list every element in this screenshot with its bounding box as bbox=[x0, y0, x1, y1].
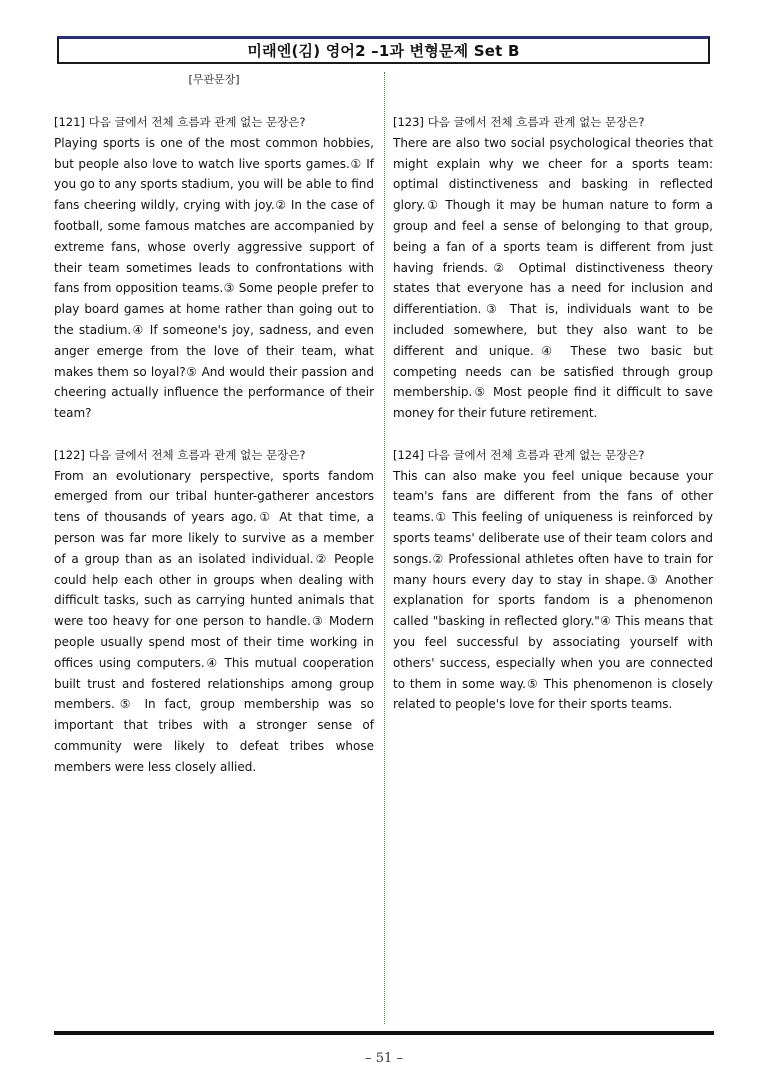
question-block bbox=[393, 112, 713, 424]
page-title: 미래엔(김) 영어2 –1과 변형문제 Set B bbox=[247, 42, 520, 60]
right-column bbox=[393, 112, 713, 736]
question-passage: Playing sports is one of the most common hobbies, but people also love to watch live sports games.① If you go to any sports stadium, you will be able to find fans cheering wildly, crying with joy.② In the case of football, some famous matches are accompanied by extreme fans, whose overly aggressive support of their team sometimes leads to confrontations with fans from opposition teams.③ Some people prefer to play board games at home rather than going out to the stadium.④ If someone's joy, sadness, and even anger emerge from the love of their team, what makes them so loyal?⑤ And would their passion and cheering actually influence the performance of their team? bbox=[54, 135, 374, 421]
question-passage: From an evolutionary perspective, sports fandom emerged from our tribal hunter-gatherer ancestors tens of thousands of years ago.① At that time, a person was far more likely to survive as a member of a group than as an isolated individual.② People could help each other in groups when dealing with difficult tasks, such as carrying hunted animals that were too heavy for one person to handle.③ Modern people usually spend most of their time working in offices using computers.④ This mutual cooperation built trust and fostered relationships among group members.⑤ In fact, group membership was so important that tribes with a stronger sense of community were likely to defeat tribes whose members were less closely allied. bbox=[54, 468, 374, 774]
header-title-box bbox=[57, 36, 710, 64]
question-block bbox=[54, 445, 374, 778]
column-divider bbox=[384, 72, 385, 1024]
left-column bbox=[54, 112, 374, 798]
page-number: – 51 – bbox=[365, 1051, 403, 1066]
question-passage: There are also two social psychological theories that might explain why we cheer for a sports team: optimal distinctiveness and basking in reflected glory.① Though it may be human nature to form a group and feel a sense of belonging to that group, being a fan of a sports team is different from just having friends.② Optimal distinctiveness theory states that everyone has a need for inclusion and differentiation.③ That is, individuals want to be included somewhere, but they also want to be different and unique.④ These two basic but competing needs can be satisfied through group membership.⑤ Most people find it difficult to save money for their future retirement. bbox=[393, 135, 713, 421]
section-label: [무관문장] bbox=[188, 73, 240, 86]
question-block bbox=[54, 112, 374, 424]
question-prompt: [123] 다음 글에서 전체 흐름과 관계 없는 문장은? bbox=[393, 115, 645, 129]
question-passage: This can also make you feel unique because your team's fans are different from the fans of other teams.① This feeling of uniqueness is reinforced by sports teams' deliberate use of their team colors and songs.② Professional athletes often have to train for many hours every day to stay in shape.③ Another explanation for sports fandom is a phenomenon called "basking in reflected glory."④ This means that you feel successful by associating yourself with others' success, especially when you are connected to them in some way.⑤ This phenomenon is closely related to people's love for their sports teams. bbox=[393, 468, 713, 712]
question-prompt: [121] 다음 글에서 전체 흐름과 관계 없는 문장은? bbox=[54, 115, 306, 129]
question-block bbox=[393, 445, 713, 715]
footer-rule bbox=[54, 1031, 714, 1035]
question-prompt: [124] 다음 글에서 전체 흐름과 관계 없는 문장은? bbox=[393, 447, 645, 462]
question-prompt: [122] 다음 글에서 전체 흐름과 관계 없는 문장은? bbox=[54, 447, 306, 462]
